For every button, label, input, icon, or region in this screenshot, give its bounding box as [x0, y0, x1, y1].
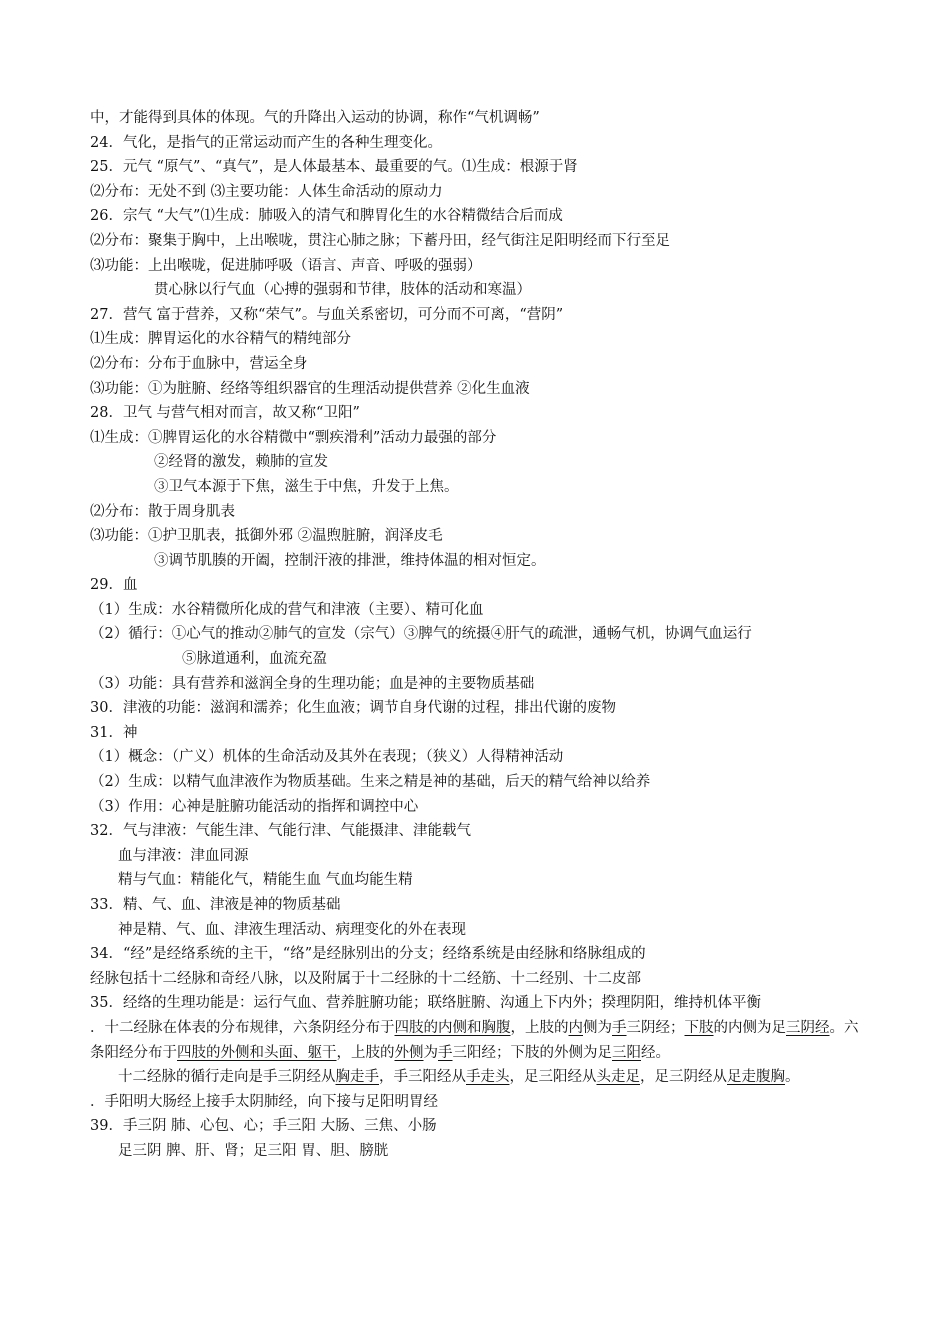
- text-line: （3）作用：心神是脏腑功能活动的指挥和调控中心: [90, 798, 419, 815]
- item-32: 32．气与津液：气能生津、气能行津、气能摄津、津能载气: [90, 823, 471, 840]
- item-27: 27．营气 富于营养，又称“荣气”。与血关系密切，可分而不可离，“营阴”: [90, 306, 564, 323]
- item-25: 25．元气 “原气”、“真气”，是人体最基本、最重要的气。⑴生成：根源于肾: [90, 159, 578, 176]
- fill-blank: 下肢: [684, 1019, 714, 1036]
- fill-blank: 足: [625, 1069, 640, 1086]
- text-line: ③调节肌腠的开阖，控制汗液的排泄，维持体温的相对恒定。: [154, 552, 546, 569]
- text-line: 中，才能得到具体的体现。气的升降出入运动的协调，称作“气机调畅”: [90, 110, 540, 126]
- fill-blank: 手: [438, 1044, 453, 1061]
- item-35: 35．经络的生理功能是：运行气血、营养脏腑功能；联络脏腑、沟通上下内外；揆理阴阳，维持机体平衡: [90, 995, 761, 1012]
- text-line: ⑶功能：①护卫肌表，抵御外邪 ②温煦脏腑，润泽皮毛: [90, 528, 443, 545]
- text-line: 贯心脉以行气血（心搏的强弱和节律，肢体的活动和寒温）: [154, 282, 531, 299]
- document-body: [90, 106, 870, 1164]
- text-line: ⑵分布：分布于血脉中，营运全身: [90, 355, 308, 372]
- text-line: （1）概念：（广义）机体的生命活动及其外在表现；（狭义）人得精神活动: [90, 749, 564, 766]
- text-line: ③卫气本源于下焦，滋生于中焦，升发于上焦。: [154, 478, 459, 495]
- item-39: 39．手三阴 肺、心包、心；手三阳 大肠、三焦、小肠: [90, 1118, 437, 1135]
- fill-blank: 走: [741, 1069, 756, 1086]
- fill-blank: 头: [596, 1069, 611, 1086]
- fill-blank: 三阴经: [786, 1019, 830, 1036]
- item-30: 30．津液的功能：滋润和濡养；化生血液；调节自身代谢的过程，排出代谢的废物: [90, 700, 616, 717]
- fill-blank: 外侧: [394, 1044, 424, 1061]
- text-line: 血与津液：津血同源: [118, 847, 249, 864]
- text-line: （3）功能：具有营养和滋润全身的生理功能；血是神的主要物质基础: [90, 675, 535, 692]
- item-37-paragraph: 十二经脉的循行走向是手三阴经从胸走手，手三阳经从手走头，足三阳经从头走足，足三阴经从足走腹胸。: [118, 1069, 800, 1086]
- item-31: 31．神: [90, 724, 138, 741]
- fill-blank: 手: [364, 1069, 379, 1086]
- text-line: ⑴生成：脾胃运化的水谷精气的精纯部分: [90, 331, 351, 348]
- fill-blank: 走: [480, 1069, 495, 1086]
- item-34: 34．“经”是经络系统的主干，“络”是经脉别出的分支；经络系统是由经脉和络脉组成的: [90, 946, 646, 963]
- text-line: ⑵分布：聚集于胸中，上出喉咙，贯注心肺之脉；下蓄丹田，经气街注足阳明经而下行至足: [90, 232, 670, 249]
- text-line: 足三阴 脾、肝、肾；足三阳 胃、胆、膀胱: [118, 1142, 389, 1159]
- text-line: 神是精、气、血、津液生理活动、病理变化的外在表现: [118, 921, 466, 938]
- item-36-paragraph: ．十二经脉在体表的分布规律，六条阴经分布于四肢的内侧和胸腹，上肢的内侧为手三阴经；下肢的内侧为足三阴经。六条阳经分布于四肢的外侧和头面、躯干，上肢的外侧为手三阳经；下肢的外侧为足三阳经。: [90, 1019, 859, 1061]
- text-line: ②经肾的激发，赖肺的宣发: [154, 454, 328, 471]
- fill-blank: 手: [466, 1069, 481, 1086]
- text-line: ⑵分布：散于周身肌表: [90, 503, 235, 520]
- item-24: 24．气化，是指气的正常运动而产生的各种生理变化。: [90, 134, 442, 151]
- item-26: 26．宗气 “大气”⑴生成：肺吸入的清气和脾胃化生的水谷精微结合后而成: [90, 208, 563, 225]
- fill-blank: 手: [612, 1019, 627, 1036]
- fill-blank: 四肢的内侧和胸腹: [394, 1019, 511, 1036]
- fill-blank: 腹胸: [756, 1069, 785, 1086]
- fill-blank: 四: [177, 1044, 192, 1061]
- item-38: ．手阳明大肠经上接手太阴肺经，向下接与足阳明胃经: [90, 1093, 438, 1110]
- text-line: （1）生成：水谷精微所化成的营气和津液（主要）、精可化血: [90, 601, 484, 618]
- fill-blank: 走: [350, 1069, 365, 1086]
- text-line: （2）循行：①心气的推动②肺气的宣发（宗气）③脾气的统摄④肝气的疏泄，通畅气机，协调气血运行: [90, 626, 752, 643]
- fill-blank: 走: [611, 1069, 626, 1086]
- text-line: ⑵分布：无处不到 ⑶主要功能：人体生命活动的原动力: [90, 183, 443, 200]
- fill-blank: 胸: [335, 1069, 350, 1086]
- text-line: ⑤脉道通利，血流充盈: [182, 651, 327, 668]
- text-line: ⑶功能：①为脏腑、经络等组织器官的生理活动提供营养 ②化生血液: [90, 380, 530, 397]
- item-29: 29．血: [90, 577, 138, 594]
- text-line: （2）生成：以精气血津液作为物质基础。生来之精是神的基础，后天的精气给神以给养: [90, 774, 651, 791]
- text-line: ⑴生成：①脾胃运化的水谷精微中“剽疾滑利”活动力最强的部分: [90, 429, 497, 446]
- text-line: 精与气血：精能化气，精能生血 气血均能生精: [118, 872, 413, 889]
- fill-blank: 内: [568, 1019, 583, 1036]
- fill-blank: 头: [495, 1069, 510, 1086]
- fill-blank: 足: [727, 1069, 742, 1086]
- text-line: ⑶功能：上出喉咙，促进肺呼吸（语言、声音、呼吸的强弱）: [90, 257, 482, 274]
- text-line: 经脉包括十二经脉和奇经八脉，以及附属于十二经脉的十二经筋、十二经别、十二皮部: [90, 970, 641, 987]
- fill-blank: 肢的外侧和头面、躯干: [191, 1044, 337, 1061]
- item-28: 28．卫气 与营气相对而言，故又称“卫阳”: [90, 405, 360, 422]
- item-33: 33．精、气、血、津液是神的物质基础: [90, 897, 341, 913]
- fill-blank: 三阳: [612, 1044, 641, 1061]
